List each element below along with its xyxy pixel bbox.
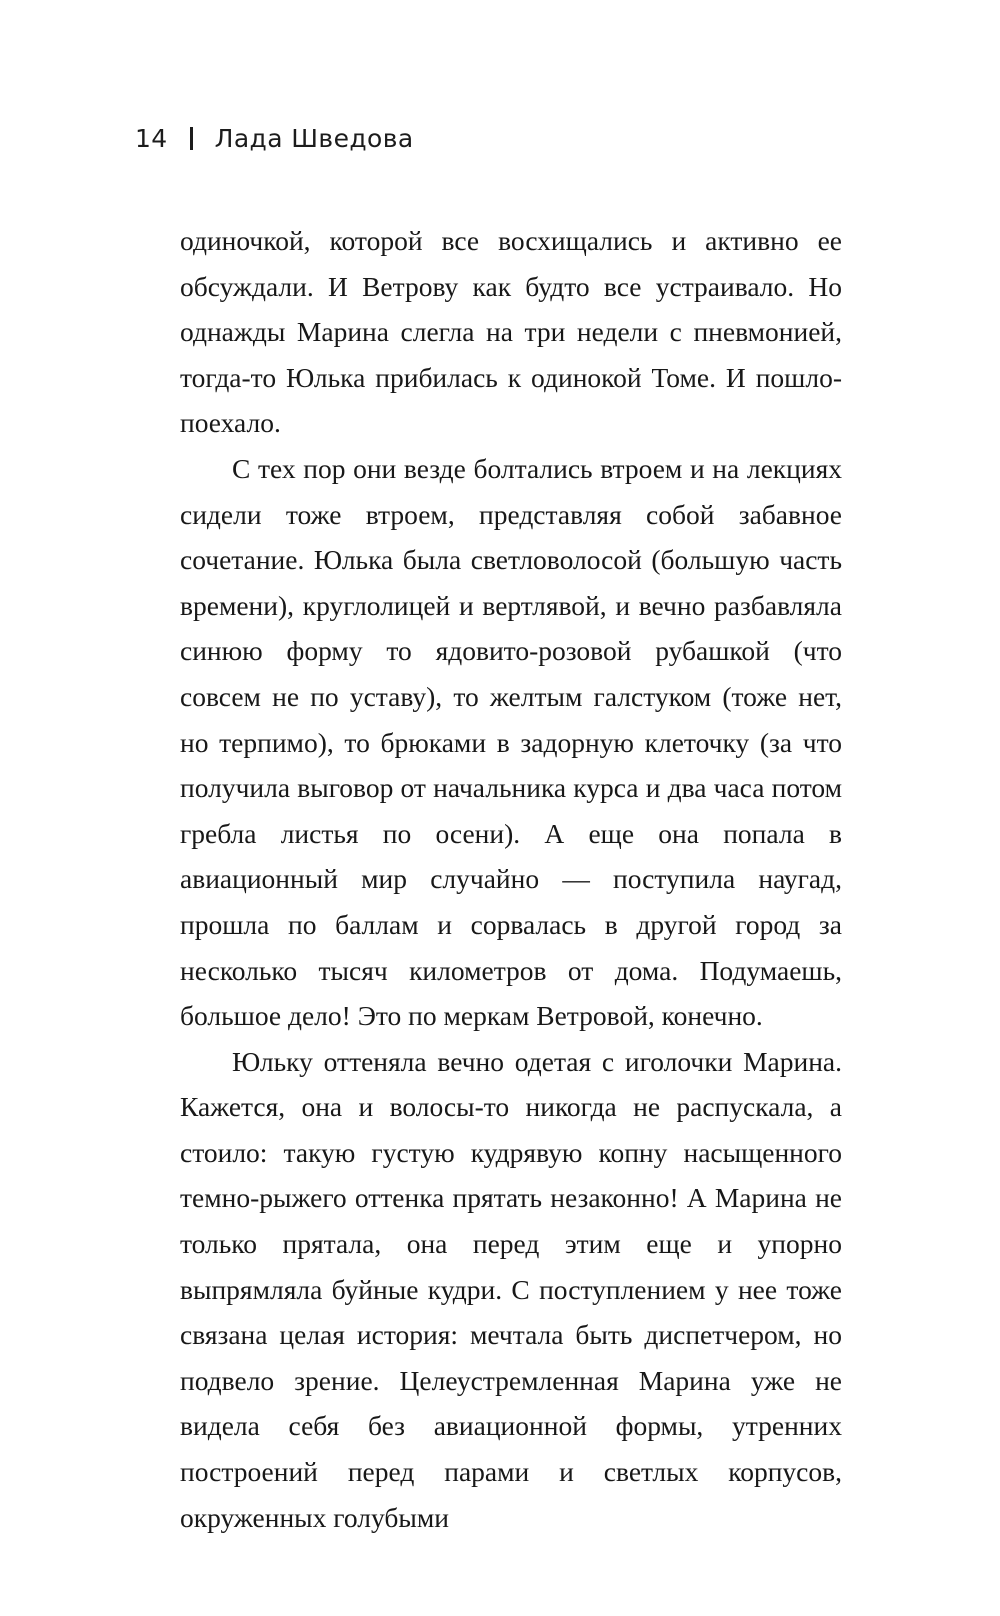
running-head bbox=[135, 124, 414, 153]
page-number: 14 bbox=[135, 124, 168, 153]
running-head-separator bbox=[190, 127, 193, 150]
author-name: Лада Шведова bbox=[214, 124, 414, 153]
paragraph: Юльку оттеняла вечно одетая с иголочки Марина. Кажется, она и волосы-то никогда не распускала, а стоило: такую густую кудрявую копну насыщенного темно-рыжего оттенка прятать незаконно! А Марина не только прятала, она перед этим еще и упорно выпрямляла буйные кудри. С поступлением у нее тоже связана целая история: мечтала быть диспетчером, но подвело зрение. Целеустремленная Марина уже не видела себя без авиационной формы, утренних построений перед парами и светлых корпусов, окруженных голубыми bbox=[180, 1045, 842, 1533]
body-text bbox=[180, 218, 842, 1540]
paragraph: С тех пор они везде болтались втроем и на лекциях сидели тоже втроем, представляя собой забавное сочетание. Юлька была светловолосой (большую часть времени), круглолицей и вертлявой, и вечно разбавляла синюю форму то ядовито-розовой рубашкой (что совсем не по уставу), то желтым галстуком (тоже нет, но терпимо), то брюками в задорную клеточку (за что получила выговор от начальника курса и два часа потом гребла листья по осени). А еще она попала в авиационный мир случайно — поступила наугад, прошла по баллам и сорвалась в другой город за несколько тысяч километров от дома. Подумаешь, большое дело! Это по меркам Ветровой, конечно. bbox=[180, 452, 842, 1032]
paragraph: одиночкой, которой все восхищались и активно ее обсуждали. И Ветрову как будто все устраивало. Но однажды Марина слегла на три недели с пневмонией, тогда-то Юлька прибилась к одинокой Томе. И пошло-поехало. bbox=[180, 225, 842, 439]
